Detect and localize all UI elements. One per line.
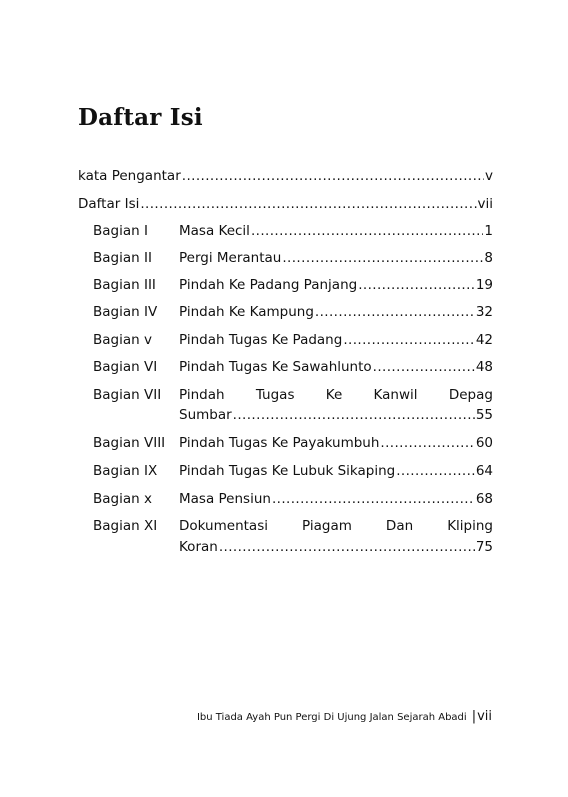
chapter-title-word: Pindah xyxy=(179,387,225,403)
chapter-title-word: Ke xyxy=(325,387,343,403)
dot-leader xyxy=(358,275,475,295)
chapter-page: 19 xyxy=(475,277,493,293)
page-footer xyxy=(197,709,492,724)
toc-entry-label: Daftar Isi xyxy=(78,196,140,212)
chapter-part-label: Bagian III xyxy=(93,277,156,293)
chapter-part-label: Bagian v xyxy=(93,332,152,348)
dot-leader xyxy=(233,405,475,425)
chapter-title-word: Tugas xyxy=(255,387,295,403)
chapter-entry xyxy=(179,275,493,295)
chapter-page: 55 xyxy=(475,407,493,423)
dot-leader xyxy=(182,166,484,186)
chapter-title-continuation: Koran xyxy=(179,539,218,555)
chapter-title: Pindah Tugas Ke Padang xyxy=(179,332,343,348)
chapter-part-label: Bagian IX xyxy=(93,463,158,479)
toc-entry-page: v xyxy=(485,168,493,184)
chapter-entry xyxy=(179,248,493,268)
chapter-title: Pindah Ke Padang Panjang xyxy=(179,277,358,293)
chapter-title: Pergi Merantau xyxy=(179,250,282,266)
chapter-page: 8 xyxy=(484,250,493,266)
chapter-page: 75 xyxy=(475,539,493,555)
chapter-title: Pindah Tugas Ke Lubuk Sikaping xyxy=(179,463,396,479)
chapter-title-word: Piagam xyxy=(302,518,352,534)
chapter-page: 1 xyxy=(484,223,493,239)
dot-leader xyxy=(251,221,483,241)
dot-leader xyxy=(396,461,475,481)
chapter-part-label: Bagian IV xyxy=(93,304,158,320)
chapter-page: 42 xyxy=(475,332,493,348)
chapter-title: Pindah Tugas Ke Sawahlunto xyxy=(179,359,372,375)
chapter-title-justified-line xyxy=(179,385,493,405)
chapter-title-word: Dan xyxy=(385,518,414,534)
chapter-entry xyxy=(179,405,493,425)
chapter-title-continuation: Sumbar xyxy=(179,407,232,423)
chapter-title-justified-line xyxy=(179,516,493,536)
chapter-page: 68 xyxy=(475,491,493,507)
chapter-part-label: Bagian VI xyxy=(93,359,158,375)
chapter-title-word: Kliping xyxy=(447,518,493,534)
dot-leader xyxy=(140,194,476,214)
chapter-title-word: Depag xyxy=(448,387,493,403)
dot-leader xyxy=(272,489,475,509)
chapter-entry xyxy=(179,461,493,481)
footer-book-title: Ibu Tiada Ayah Pun Pergi Di Ujung Jalan Sejarah Abadi xyxy=(196,712,467,723)
dot-leader xyxy=(373,357,475,377)
dot-leader xyxy=(282,248,483,268)
chapter-page: 48 xyxy=(475,359,493,375)
chapter-part-label: Bagian VIII xyxy=(93,435,166,451)
footer-page-number: vii xyxy=(477,709,492,724)
chapter-page: 32 xyxy=(475,304,493,320)
toc-entry-kata-pengantar xyxy=(78,166,493,186)
chapter-title-word: Kanwil xyxy=(373,387,418,403)
chapter-entry xyxy=(179,489,493,509)
chapter-entry xyxy=(179,330,493,350)
chapter-entry xyxy=(179,221,493,241)
chapter-part-label: Bagian VII xyxy=(93,387,162,403)
chapter-part-label: Bagian x xyxy=(93,491,152,507)
chapter-part-label: Bagian I xyxy=(93,223,148,239)
chapter-entry xyxy=(179,433,493,453)
page-title: Daftar Isi xyxy=(78,104,203,131)
chapter-entry xyxy=(179,302,493,322)
chapter-page: 60 xyxy=(475,435,493,451)
footer-separator: | xyxy=(471,709,477,724)
dot-leader xyxy=(380,433,474,453)
dot-leader xyxy=(219,537,475,557)
chapter-title: Masa Kecil xyxy=(179,223,250,239)
chapter-page: 64 xyxy=(475,463,493,479)
chapter-part-label: Bagian XI xyxy=(93,518,158,534)
chapter-title-word: Dokumentasi xyxy=(179,518,268,534)
toc-entry-daftar-isi xyxy=(78,194,493,214)
toc-entry-page: vii xyxy=(477,196,493,212)
chapter-entry xyxy=(179,537,493,557)
dot-leader xyxy=(343,330,475,350)
chapter-part-label: Bagian II xyxy=(93,250,152,266)
chapter-title: Pindah Ke Kampung xyxy=(179,304,314,320)
toc-entry-label: kata Pengantar xyxy=(78,168,181,184)
dot-leader xyxy=(315,302,475,322)
chapter-title: Pindah Tugas Ke Payakumbuh xyxy=(179,435,380,451)
chapter-entry xyxy=(179,357,493,377)
chapter-title: Masa Pensiun xyxy=(179,491,271,507)
